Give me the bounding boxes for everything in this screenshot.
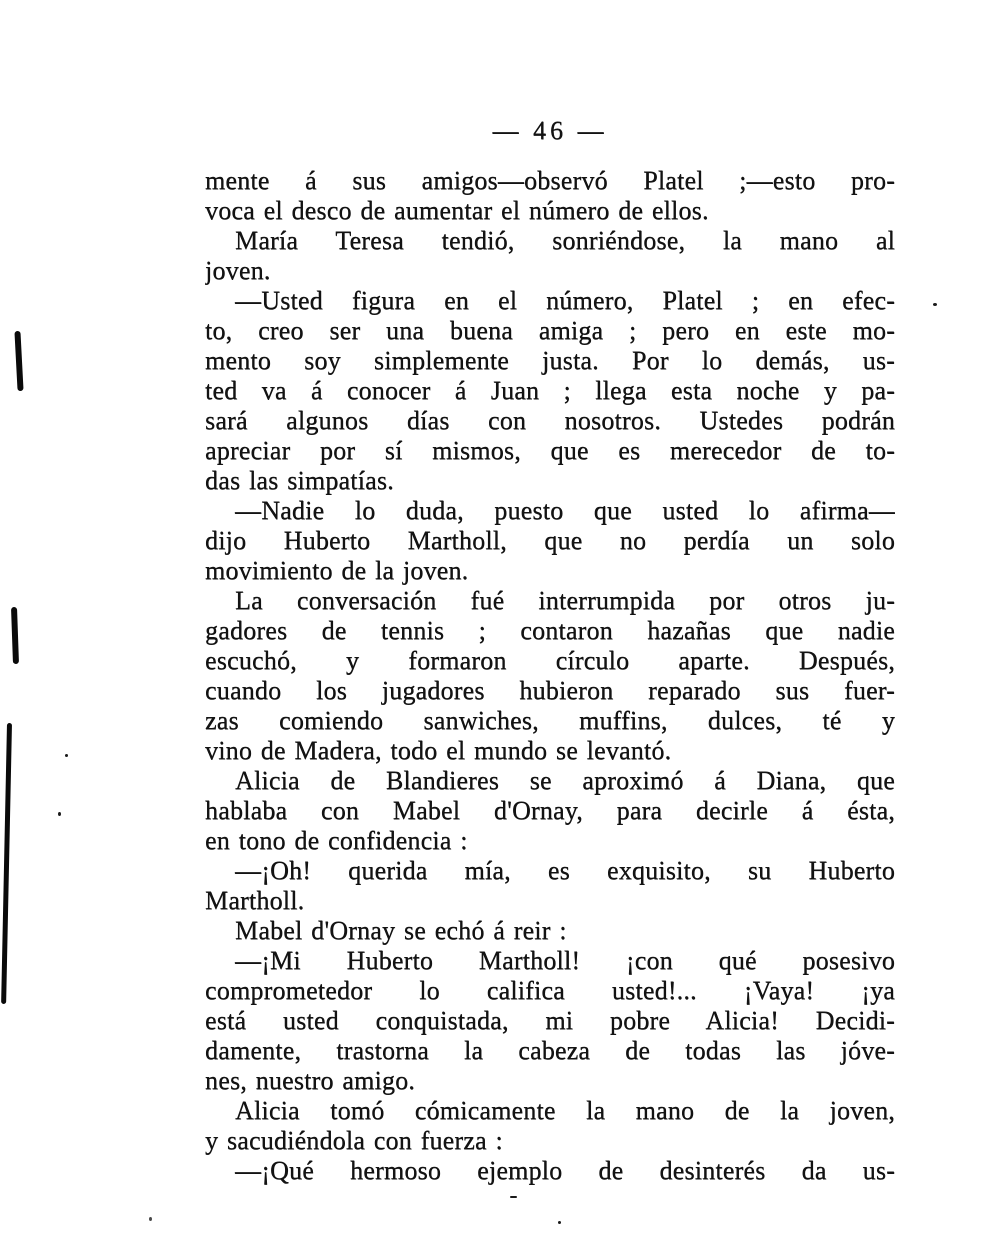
text-line: movimiento de la joven. [205, 556, 469, 585]
text-line: está usted conquistada, mi pobre Alicia! Decidi- [205, 1006, 895, 1035]
page-number: — 46 — [492, 116, 608, 145]
ink-speck [558, 1221, 561, 1224]
text-line: —Usted figura en el número, Platel ; en efec- [235, 286, 895, 315]
text-line: —¡Mi Huberto Martholl! ¡con qué posesivo [235, 946, 895, 975]
text-line: hablaba con Mabel d'Ornay, para decirle á ésta, [205, 796, 895, 825]
text-line: joven. [205, 256, 271, 285]
margin-scan-mark [11, 607, 19, 664]
text-line: to, creo ser una buena amiga ; pero en este mo- [205, 316, 895, 345]
text-line: comprometedor lo califica usted!... ¡Vaya! ¡ya [205, 976, 895, 1005]
margin-scan-mark [1, 723, 12, 1004]
text-line: apreciar por sí mismos, que es merecedor de to- [205, 436, 895, 465]
text-line: damente, trastorna la cabeza de todas las jóve- [205, 1036, 895, 1065]
text-line: en tono de confidencia : [205, 826, 468, 855]
ink-speck [65, 754, 68, 757]
text-line: ted va á conocer á Juan ; llega esta noche y pa- [205, 376, 895, 405]
text-line: das las simpatías. [205, 466, 394, 495]
text-line: cuando los jugadores hubieron reparado sus fuer- [205, 676, 895, 705]
text-line: Mabel d'Ornay se echó á reir : [235, 916, 567, 945]
margin-scan-mark [14, 331, 23, 391]
text-line: zas comiendo sanwiches, muffins, dulces, té y [205, 706, 895, 735]
text-block [205, 166, 895, 1186]
text-line: y sacudiéndola con fuerza : [205, 1126, 503, 1155]
text-line: —Nadie lo duda, puesto que usted lo afirma— [235, 496, 895, 525]
text-line: María Teresa tendió, sonriéndose, la mano al [235, 226, 895, 255]
text-line: nes, nuestro amigo. [205, 1066, 415, 1095]
text-line: —¡Qué hermoso ejemplo de desinterés da us- [235, 1156, 895, 1185]
ink-speck [933, 303, 937, 306]
text-line: Martholl. [205, 886, 305, 915]
text-line: —¡Oh! querida mía, es exquisito, su Huberto [235, 856, 895, 885]
text-line: mente á sus amigos—observó Platel ;—esto pro- [205, 166, 895, 195]
text-line: vino de Madera, todo el mundo se levantó. [205, 736, 672, 765]
text-line: mento soy simplemente justa. Por lo demás, us- [205, 346, 895, 375]
ink-speck [149, 1217, 152, 1221]
text-line: Alicia tomó cómicamente la mano de la joven, [235, 1096, 895, 1125]
ink-speck [510, 1196, 517, 1198]
text-line: gadores de tennis ; contaron hazañas que nadie [205, 616, 895, 645]
text-line: voca el desco de aumentar el número de ellos. [205, 196, 709, 225]
ink-speck [58, 812, 61, 816]
text-line: Alicia de Blandieres se aproximó á Diana, que [235, 766, 895, 795]
text-line: escuchó, y formaron círculo aparte. Después, [205, 646, 895, 675]
text-line: sará algunos días con nosotros. Ustedes podrán [205, 406, 895, 435]
text-line: La conversación fué interrumpida por otros ju- [235, 586, 895, 615]
text-line: dijo Huberto Martholl, que no perdía un solo [205, 526, 895, 555]
